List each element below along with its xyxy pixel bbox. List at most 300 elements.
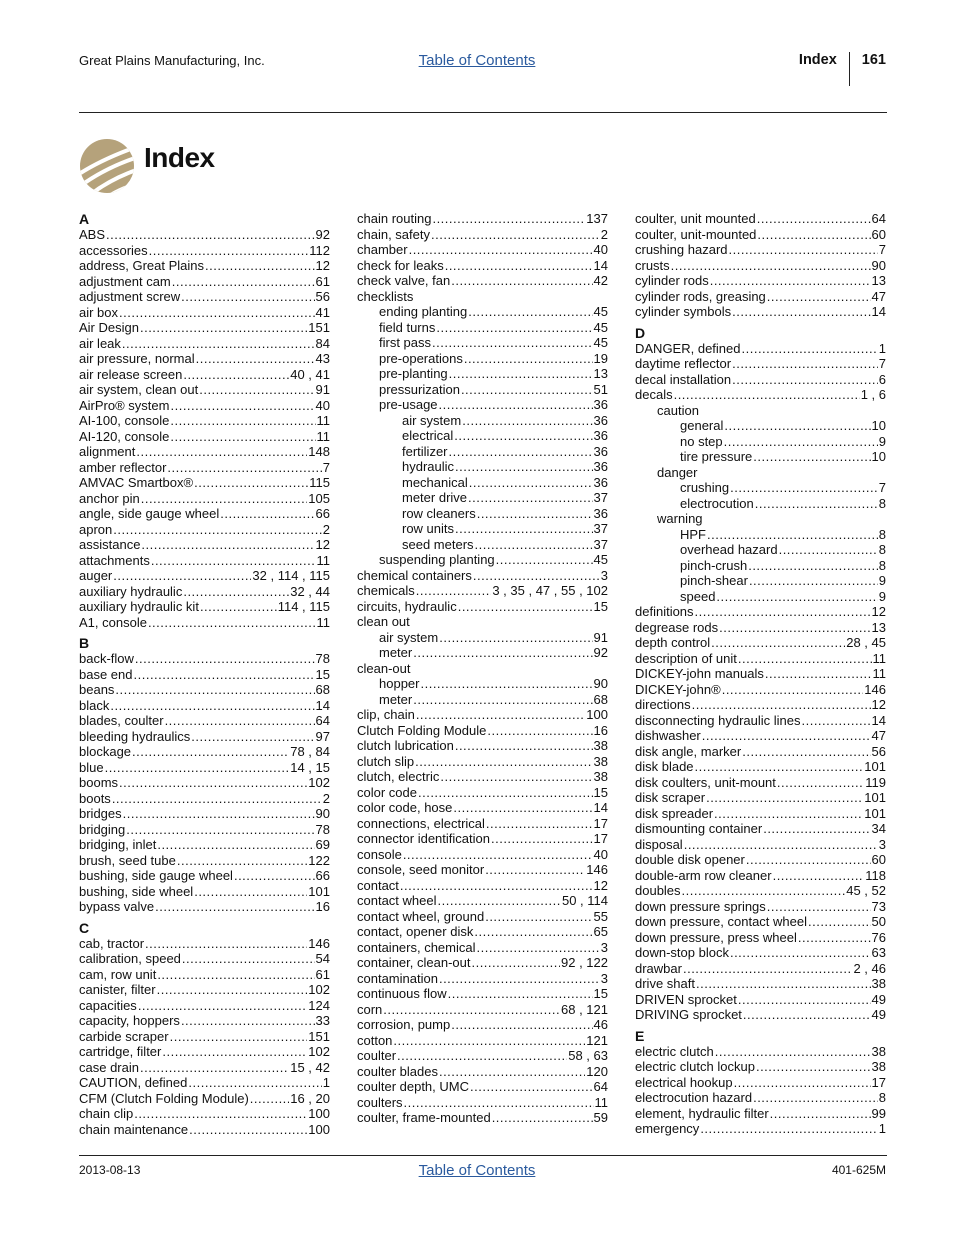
index-entry-pages[interactable]: 73 [871, 898, 886, 914]
index-entry[interactable] [357, 413, 608, 429]
index-entry[interactable] [357, 211, 608, 227]
index-entry-pages[interactable]: 2 , 46 [853, 960, 886, 976]
index-entry-pages[interactable]: 38 [593, 769, 608, 784]
index-entry-pages[interactable]: 38 [871, 1043, 886, 1059]
index-entry-pages[interactable]: 64 [593, 1079, 608, 1094]
index-entry[interactable] [357, 785, 608, 801]
index-entry-pages[interactable]: 112 [309, 242, 330, 258]
index-entry[interactable] [357, 940, 608, 956]
index-entry-pages[interactable]: 101 [864, 759, 886, 774]
index-entry[interactable] [635, 759, 886, 775]
index-entry[interactable] [357, 955, 608, 971]
index-entry-pages[interactable]: 101 [864, 805, 886, 821]
index-entry-pages[interactable]: 13 [871, 619, 886, 635]
index-entry[interactable] [357, 878, 608, 894]
index-entry-pages[interactable]: 32 , 114 , 115 [252, 568, 330, 583]
index-entry-pages[interactable]: 100 [308, 1121, 330, 1137]
index-entry-pages[interactable]: 33 [315, 1013, 330, 1028]
index-entry[interactable] [79, 1122, 330, 1138]
index-entry-pages[interactable]: 38 [871, 1059, 886, 1074]
index-entry[interactable] [635, 403, 886, 419]
index-entry-pages[interactable]: 19 [593, 350, 608, 366]
index-entry-pages[interactable]: 59 [593, 1110, 608, 1125]
index-entry[interactable] [635, 666, 886, 682]
index-entry-pages[interactable]: 37 [593, 521, 608, 536]
index-entry[interactable] [357, 831, 608, 847]
index-entry[interactable] [635, 227, 886, 243]
index-entry[interactable] [79, 258, 330, 274]
index-entry-pages[interactable]: 38 [593, 753, 608, 769]
index-entry[interactable] [635, 527, 886, 543]
index-entry-pages[interactable]: 99 [871, 1105, 886, 1121]
index-entry[interactable] [635, 418, 886, 434]
index-entry-pages[interactable]: 13 [871, 273, 886, 288]
index-entry-pages[interactable]: 8 [878, 1090, 886, 1105]
index-entry[interactable] [635, 883, 886, 899]
index-entry-pages[interactable]: 9 [878, 433, 886, 449]
index-entry-pages[interactable]: 37 [593, 490, 608, 505]
index-entry[interactable] [635, 992, 886, 1008]
index-entry-pages[interactable]: 55 [593, 908, 608, 924]
index-entry[interactable] [357, 723, 608, 739]
index-entry-pages[interactable]: 49 [871, 1007, 886, 1022]
index-entry[interactable] [79, 491, 330, 507]
index-entry-pages[interactable]: 8 [878, 495, 886, 511]
index-entry[interactable] [357, 289, 608, 305]
index-entry[interactable] [357, 1110, 608, 1126]
index-entry[interactable] [635, 945, 886, 961]
index-entry[interactable] [635, 1059, 886, 1075]
index-entry[interactable] [79, 936, 330, 952]
index-entry-pages[interactable]: 61 [315, 273, 330, 289]
index-entry-pages[interactable]: 91 [315, 382, 330, 397]
index-entry[interactable] [357, 273, 608, 289]
index-entry[interactable] [357, 738, 608, 754]
index-entry-pages[interactable]: 50 , 114 [561, 893, 608, 908]
index-entry-pages[interactable]: 1 [878, 1121, 886, 1136]
index-entry-pages[interactable]: 60 [871, 852, 886, 867]
index-entry-pages[interactable]: 2 [322, 790, 330, 806]
index-entry-pages[interactable]: 90 [315, 806, 330, 821]
index-entry-pages[interactable]: 7 [878, 356, 886, 371]
index-entry-pages[interactable]: 97 [315, 728, 330, 744]
index-entry-pages[interactable]: 14 [593, 800, 608, 815]
index-entry[interactable] [79, 537, 330, 553]
index-entry-pages[interactable]: 137 [586, 211, 608, 226]
index-entry-pages[interactable]: 41 [315, 304, 330, 320]
index-entry-pages[interactable]: 3 [878, 836, 886, 852]
index-entry[interactable] [357, 552, 608, 568]
index-entry-pages[interactable]: 28 , 45 [846, 635, 886, 650]
index-entry[interactable] [357, 366, 608, 382]
index-entry[interactable] [357, 800, 608, 816]
index-entry-pages[interactable]: 3 , 35 , 47 , 55 , 102 [492, 583, 608, 598]
index-entry[interactable] [79, 667, 330, 683]
index-entry[interactable] [635, 651, 886, 667]
index-entry-pages[interactable]: 11 [872, 666, 886, 681]
index-entry[interactable] [79, 367, 330, 383]
index-entry[interactable] [357, 475, 608, 491]
index-entry-pages[interactable]: 46 [593, 1017, 608, 1032]
index-entry-pages[interactable]: 43 [315, 351, 330, 366]
index-entry-pages[interactable]: 115 [309, 475, 330, 490]
index-entry[interactable] [79, 713, 330, 729]
index-entry-pages[interactable]: 16 [593, 722, 608, 738]
index-entry[interactable] [357, 614, 608, 630]
index-entry-pages[interactable]: 118 [865, 867, 886, 883]
index-entry-pages[interactable]: 42 [593, 273, 608, 288]
index-entry-pages[interactable]: 92 [593, 645, 608, 660]
index-entry-pages[interactable]: 114 , 115 [277, 599, 330, 614]
index-entry[interactable] [635, 496, 886, 512]
index-entry[interactable] [357, 583, 608, 599]
index-entry-pages[interactable]: 12 [871, 604, 886, 619]
index-entry-pages[interactable]: 100 [308, 1106, 330, 1121]
index-entry-pages[interactable]: 40 [315, 397, 330, 413]
index-entry-pages[interactable]: 78 [315, 651, 330, 666]
index-entry[interactable] [635, 806, 886, 822]
index-entry-pages[interactable]: 56 [871, 743, 886, 759]
index-entry[interactable] [79, 568, 330, 584]
index-entry[interactable] [357, 568, 608, 584]
index-entry-pages[interactable]: 45 , 52 [846, 883, 886, 898]
index-entry-pages[interactable]: 36 [593, 412, 608, 428]
index-entry[interactable] [635, 1106, 886, 1122]
index-entry[interactable] [357, 444, 608, 460]
index-entry[interactable] [357, 1095, 608, 1111]
index-entry-pages[interactable]: 68 [315, 682, 330, 697]
index-entry[interactable] [635, 682, 886, 698]
index-entry[interactable] [635, 1007, 886, 1023]
index-entry[interactable] [635, 589, 886, 605]
index-entry[interactable] [79, 899, 330, 915]
index-entry-pages[interactable]: 12 [315, 537, 330, 552]
index-entry[interactable] [635, 573, 886, 589]
index-entry-pages[interactable]: 146 [308, 935, 330, 951]
index-entry[interactable] [79, 460, 330, 476]
index-entry[interactable] [79, 243, 330, 259]
index-entry[interactable] [357, 862, 608, 878]
index-entry[interactable] [357, 1079, 608, 1095]
index-entry[interactable] [357, 382, 608, 398]
index-entry[interactable] [79, 651, 330, 667]
index-entry[interactable] [79, 1060, 330, 1076]
index-entry[interactable] [357, 1033, 608, 1049]
index-entry[interactable] [79, 522, 330, 538]
index-entry[interactable] [79, 1013, 330, 1029]
index-entry-pages[interactable]: 49 [871, 991, 886, 1007]
index-entry[interactable] [635, 465, 886, 481]
index-entry[interactable] [357, 676, 608, 692]
index-entry-pages[interactable]: 102 [308, 982, 330, 997]
index-entry-pages[interactable]: 146 [586, 862, 608, 877]
index-entry-pages[interactable]: 14 [871, 304, 886, 319]
index-entry[interactable] [357, 754, 608, 770]
index-entry[interactable] [635, 961, 886, 977]
index-entry[interactable] [357, 986, 608, 1002]
index-entry[interactable] [79, 506, 330, 522]
index-entry-pages[interactable]: 45 [593, 319, 608, 335]
index-entry-pages[interactable]: 68 , 121 [561, 1001, 608, 1017]
index-entry[interactable] [635, 744, 886, 760]
index-entry[interactable] [635, 821, 886, 837]
index-entry[interactable] [635, 356, 886, 372]
index-entry[interactable] [635, 976, 886, 992]
index-entry-pages[interactable]: 64 [315, 713, 330, 728]
index-entry-pages[interactable]: 119 [865, 774, 886, 790]
index-entry[interactable] [79, 868, 330, 884]
index-entry[interactable] [79, 775, 330, 791]
index-entry[interactable] [79, 982, 330, 998]
index-entry-pages[interactable]: 3 [600, 939, 608, 955]
index-entry-pages[interactable]: 2 [322, 521, 330, 537]
index-entry[interactable] [357, 506, 608, 522]
index-entry[interactable] [357, 320, 608, 336]
index-entry-pages[interactable]: 15 [593, 598, 608, 614]
index-entry[interactable] [357, 847, 608, 863]
index-entry[interactable] [357, 1048, 608, 1064]
index-entry-pages[interactable]: 36 [593, 505, 608, 521]
index-entry[interactable] [79, 305, 330, 321]
index-entry-pages[interactable]: 11 [594, 1094, 608, 1110]
index-entry-pages[interactable]: 40 [593, 242, 608, 257]
index-entry[interactable] [635, 899, 886, 915]
index-entry[interactable] [357, 521, 608, 537]
index-entry-pages[interactable]: 148 [308, 444, 330, 459]
index-entry[interactable] [357, 630, 608, 646]
index-entry-pages[interactable]: 54 [315, 951, 330, 966]
index-entry[interactable] [357, 661, 608, 677]
index-entry-pages[interactable]: 146 [864, 681, 886, 697]
index-entry[interactable] [357, 537, 608, 553]
index-entry-pages[interactable]: 120 [586, 1063, 608, 1079]
index-entry-pages[interactable]: 8 [878, 542, 886, 557]
index-entry-pages[interactable]: 17 [593, 831, 608, 846]
index-entry-pages[interactable]: 56 [315, 289, 330, 304]
index-entry[interactable] [635, 868, 886, 884]
index-entry[interactable] [357, 816, 608, 832]
index-entry[interactable] [79, 1091, 330, 1107]
index-entry-pages[interactable]: 151 [308, 1028, 330, 1044]
index-entry[interactable] [357, 769, 608, 785]
index-entry-pages[interactable]: 69 [315, 837, 330, 852]
index-entry[interactable] [635, 511, 886, 527]
index-entry-pages[interactable]: 2 [600, 226, 608, 242]
index-entry-pages[interactable]: 40 , 41 [290, 366, 330, 382]
index-entry-pages[interactable]: 90 [593, 676, 608, 691]
index-entry[interactable] [357, 692, 608, 708]
index-entry-pages[interactable]: 13 [593, 366, 608, 381]
index-entry-pages[interactable]: 101 [864, 790, 886, 805]
index-entry[interactable] [79, 351, 330, 367]
index-entry-pages[interactable]: 38 [593, 738, 608, 753]
index-entry-pages[interactable]: 10 [871, 418, 886, 433]
index-entry[interactable] [357, 490, 608, 506]
index-entry[interactable] [357, 242, 608, 258]
index-entry[interactable] [79, 837, 330, 853]
index-entry[interactable] [79, 444, 330, 460]
index-entry[interactable] [635, 542, 886, 558]
index-entry-pages[interactable]: 58 , 63 [568, 1048, 608, 1063]
index-entry[interactable] [357, 459, 608, 475]
index-entry[interactable] [79, 729, 330, 745]
index-entry-pages[interactable]: 78 , 84 [290, 744, 330, 759]
index-entry-pages[interactable]: 91 [593, 629, 608, 645]
index-entry[interactable] [635, 837, 886, 853]
index-entry-pages[interactable]: 16 , 20 [290, 1090, 330, 1106]
index-entry[interactable] [635, 1121, 886, 1137]
index-entry[interactable] [635, 372, 886, 388]
index-entry-pages[interactable]: 124 [308, 997, 330, 1013]
index-entry[interactable] [635, 211, 886, 227]
index-entry-pages[interactable]: 11 [872, 650, 886, 666]
index-entry-pages[interactable]: 101 [308, 883, 330, 899]
index-entry-pages[interactable]: 8 [878, 557, 886, 573]
index-entry[interactable] [635, 697, 886, 713]
index-entry[interactable] [635, 1075, 886, 1091]
index-entry-pages[interactable]: 14 , 15 [290, 759, 330, 775]
index-entry-pages[interactable]: 121 [586, 1032, 608, 1048]
index-entry-pages[interactable]: 38 [871, 976, 886, 991]
index-entry[interactable] [79, 760, 330, 776]
index-entry-pages[interactable]: 45 [593, 335, 608, 350]
index-entry[interactable] [79, 553, 330, 569]
index-entry[interactable] [357, 893, 608, 909]
index-entry-pages[interactable]: 84 [315, 335, 330, 351]
index-entry-pages[interactable]: 12 [593, 877, 608, 893]
index-entry-pages[interactable]: 12 [871, 697, 886, 712]
index-entry[interactable] [357, 397, 608, 413]
index-entry-pages[interactable]: 36 [593, 397, 608, 412]
index-entry-pages[interactable]: 14 [593, 257, 608, 273]
index-entry-pages[interactable]: 1 , 6 [860, 387, 886, 402]
index-entry-pages[interactable]: 17 [593, 815, 608, 831]
index-entry-pages[interactable]: 36 [593, 428, 608, 443]
index-entry-pages[interactable]: 11 [316, 413, 330, 428]
index-entry[interactable] [79, 791, 330, 807]
index-entry-pages[interactable]: 45 [593, 304, 608, 319]
index-entry[interactable] [635, 434, 886, 450]
index-entry[interactable] [635, 242, 886, 258]
index-entry-pages[interactable]: 37 [593, 536, 608, 552]
index-entry-pages[interactable]: 7 [878, 480, 886, 495]
toc-link-bottom[interactable]: Table of Contents [418, 1162, 536, 1179]
index-entry[interactable] [357, 1017, 608, 1033]
index-entry-pages[interactable]: 17 [871, 1074, 886, 1090]
index-entry-pages[interactable]: 45 [593, 552, 608, 567]
index-entry-pages[interactable]: 36 [593, 459, 608, 474]
index-entry-pages[interactable]: 7 [878, 242, 886, 257]
index-entry[interactable] [635, 558, 886, 574]
index-entry-pages[interactable]: 15 , 42 [290, 1059, 330, 1075]
index-entry-pages[interactable]: 100 [586, 707, 608, 722]
index-entry[interactable] [79, 336, 330, 352]
index-entry-pages[interactable]: 3 [600, 567, 608, 583]
index-entry[interactable] [635, 620, 886, 636]
index-entry-pages[interactable]: 40 [593, 846, 608, 862]
index-entry[interactable] [635, 273, 886, 289]
index-entry[interactable] [635, 728, 886, 744]
index-entry-pages[interactable]: 1 [322, 1075, 330, 1090]
index-entry[interactable] [635, 604, 886, 620]
index-entry-pages[interactable]: 122 [308, 852, 330, 868]
index-entry[interactable] [635, 449, 886, 465]
index-entry-pages[interactable]: 15 [593, 986, 608, 1001]
index-entry[interactable] [79, 398, 330, 414]
index-entry-pages[interactable]: 12 [315, 258, 330, 273]
index-entry[interactable] [635, 790, 886, 806]
index-entry-pages[interactable]: 9 [878, 573, 886, 588]
index-entry[interactable] [79, 320, 330, 336]
index-entry[interactable] [635, 258, 886, 274]
index-entry[interactable] [635, 914, 886, 930]
index-entry[interactable] [635, 1090, 886, 1106]
index-entry[interactable] [635, 713, 886, 729]
index-entry[interactable] [79, 1029, 330, 1045]
index-entry[interactable] [79, 227, 330, 243]
index-entry-pages[interactable]: 8 [878, 526, 886, 542]
index-entry[interactable] [635, 289, 886, 305]
index-entry[interactable] [79, 806, 330, 822]
index-entry[interactable] [635, 775, 886, 791]
index-entry[interactable] [79, 853, 330, 869]
index-entry-pages[interactable]: 11 [316, 552, 330, 568]
index-entry-pages[interactable]: 9 [878, 588, 886, 604]
index-entry-pages[interactable]: 16 [315, 899, 330, 914]
index-entry-pages[interactable]: 90 [871, 257, 886, 273]
index-entry[interactable] [357, 599, 608, 615]
index-entry[interactable] [79, 475, 330, 491]
index-entry[interactable] [79, 1075, 330, 1091]
index-entry[interactable] [79, 744, 330, 760]
index-entry[interactable] [357, 227, 608, 243]
index-entry-pages[interactable]: 78 [315, 821, 330, 837]
index-entry[interactable] [79, 1106, 330, 1122]
index-entry[interactable] [79, 289, 330, 305]
index-entry[interactable] [79, 884, 330, 900]
index-entry[interactable] [79, 382, 330, 398]
index-entry-pages[interactable]: 36 [593, 474, 608, 490]
index-entry[interactable] [357, 707, 608, 723]
index-entry-pages[interactable]: 15 [593, 784, 608, 800]
index-entry-pages[interactable]: 68 [593, 691, 608, 707]
index-entry-pages[interactable]: 102 [308, 1044, 330, 1059]
index-entry[interactable] [635, 480, 886, 496]
index-entry[interactable] [357, 335, 608, 351]
index-entry[interactable] [357, 924, 608, 940]
index-entry[interactable] [79, 951, 330, 967]
index-entry[interactable] [79, 599, 330, 615]
index-entry[interactable] [635, 304, 886, 320]
index-entry[interactable] [635, 930, 886, 946]
index-entry-pages[interactable]: 34 [871, 821, 886, 836]
index-entry[interactable] [79, 682, 330, 698]
index-entry[interactable] [635, 635, 886, 651]
index-entry-pages[interactable]: 15 [315, 666, 330, 682]
index-entry-pages[interactable]: 50 [871, 914, 886, 929]
toc-link-top[interactable]: Table of Contents [418, 52, 536, 69]
index-entry-pages[interactable]: 151 [308, 320, 330, 335]
index-entry-pages[interactable]: 10 [871, 449, 886, 464]
index-entry[interactable] [357, 428, 608, 444]
index-entry[interactable] [79, 413, 330, 429]
index-entry[interactable] [79, 967, 330, 983]
index-entry[interactable] [635, 341, 886, 357]
index-entry-pages[interactable]: 92 [315, 227, 330, 242]
index-entry-pages[interactable]: 60 [871, 226, 886, 242]
index-entry[interactable] [357, 645, 608, 661]
index-entry-pages[interactable]: 11 [316, 614, 330, 630]
